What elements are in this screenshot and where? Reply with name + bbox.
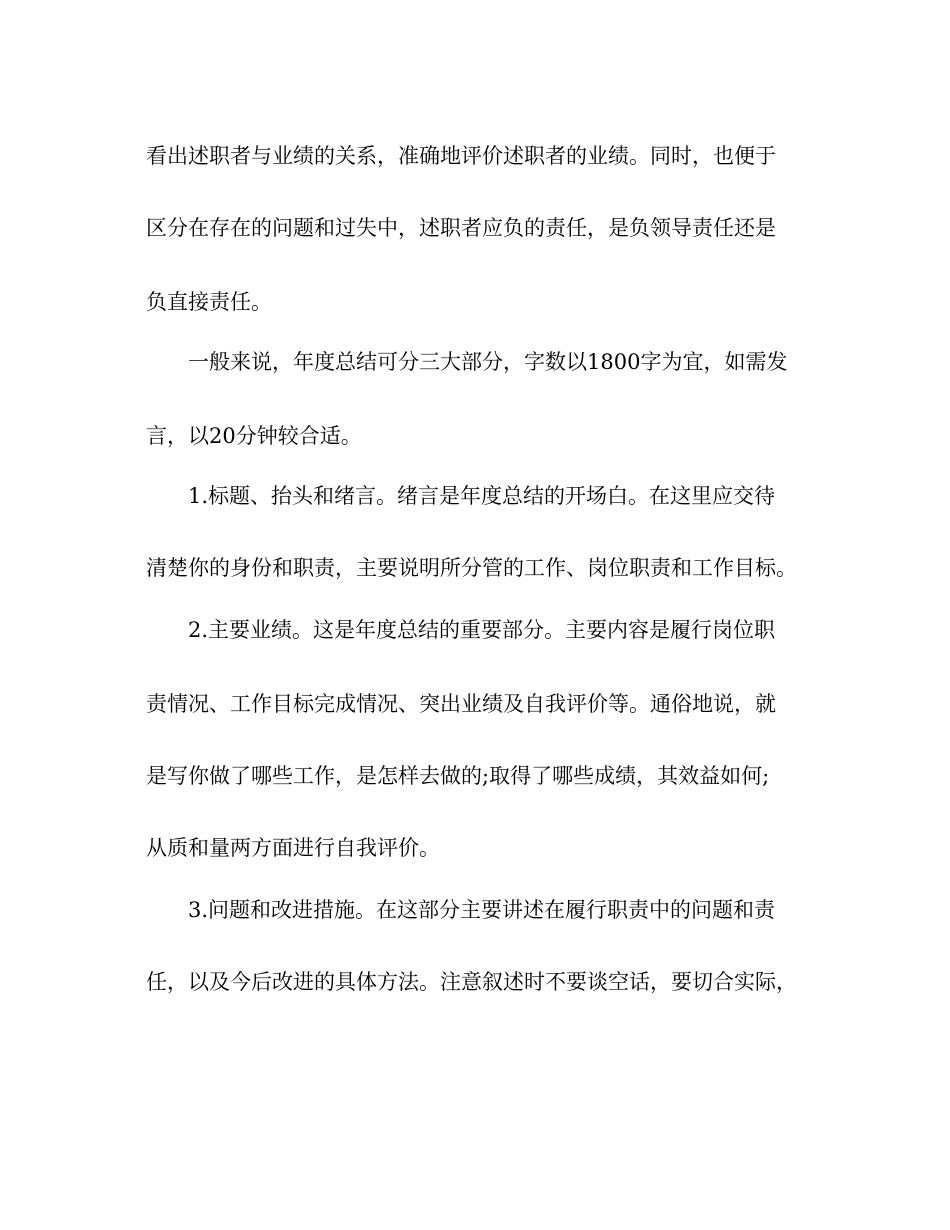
text-line: 从质和量两方面进行自我评价。 [146,836,440,860]
paragraph-first-line: 1.标题、抬头和绪言。绪言是年度总结的开场白。在这里应交待 [188,484,776,508]
text-line: 清楚你的身份和职责，主要说明所分管的工作、岗位职责和工作目标。 [146,556,797,580]
paragraph-first-line: 3.问题和改进措施。在这部分主要讲述在履行职责中的问题和责 [188,898,776,922]
text-line: 任，以及今后改进的具体方法。注意叙述时不要谈空话，要切合实际， [146,970,797,994]
paragraph-first-line: 一般来说，年度总结可分三大部分，字数以1800字为宜，如需发 [188,350,788,374]
text-line: 言，以20分钟较合适。 [146,424,362,448]
text-line: 区分在存在的问题和过失中，述职者应负的责任，是负领导责任还是 [146,216,776,240]
text-line: 看出述职者与业绩的关系，准确地评价述职者的业绩。同时，也便于 [146,144,776,168]
text-line: 负直接责任。 [146,290,272,314]
text-line: 是写你做了哪些工作，是怎样去做的;取得了哪些成绩，其效益如何; [146,764,770,788]
text-line: 责情况、工作目标完成情况、突出业绩及自我评价等。通俗地说，就 [146,692,776,716]
paragraph-first-line: 2.主要业绩。这是年度总结的重要部分。主要内容是履行岗位职 [188,618,776,642]
